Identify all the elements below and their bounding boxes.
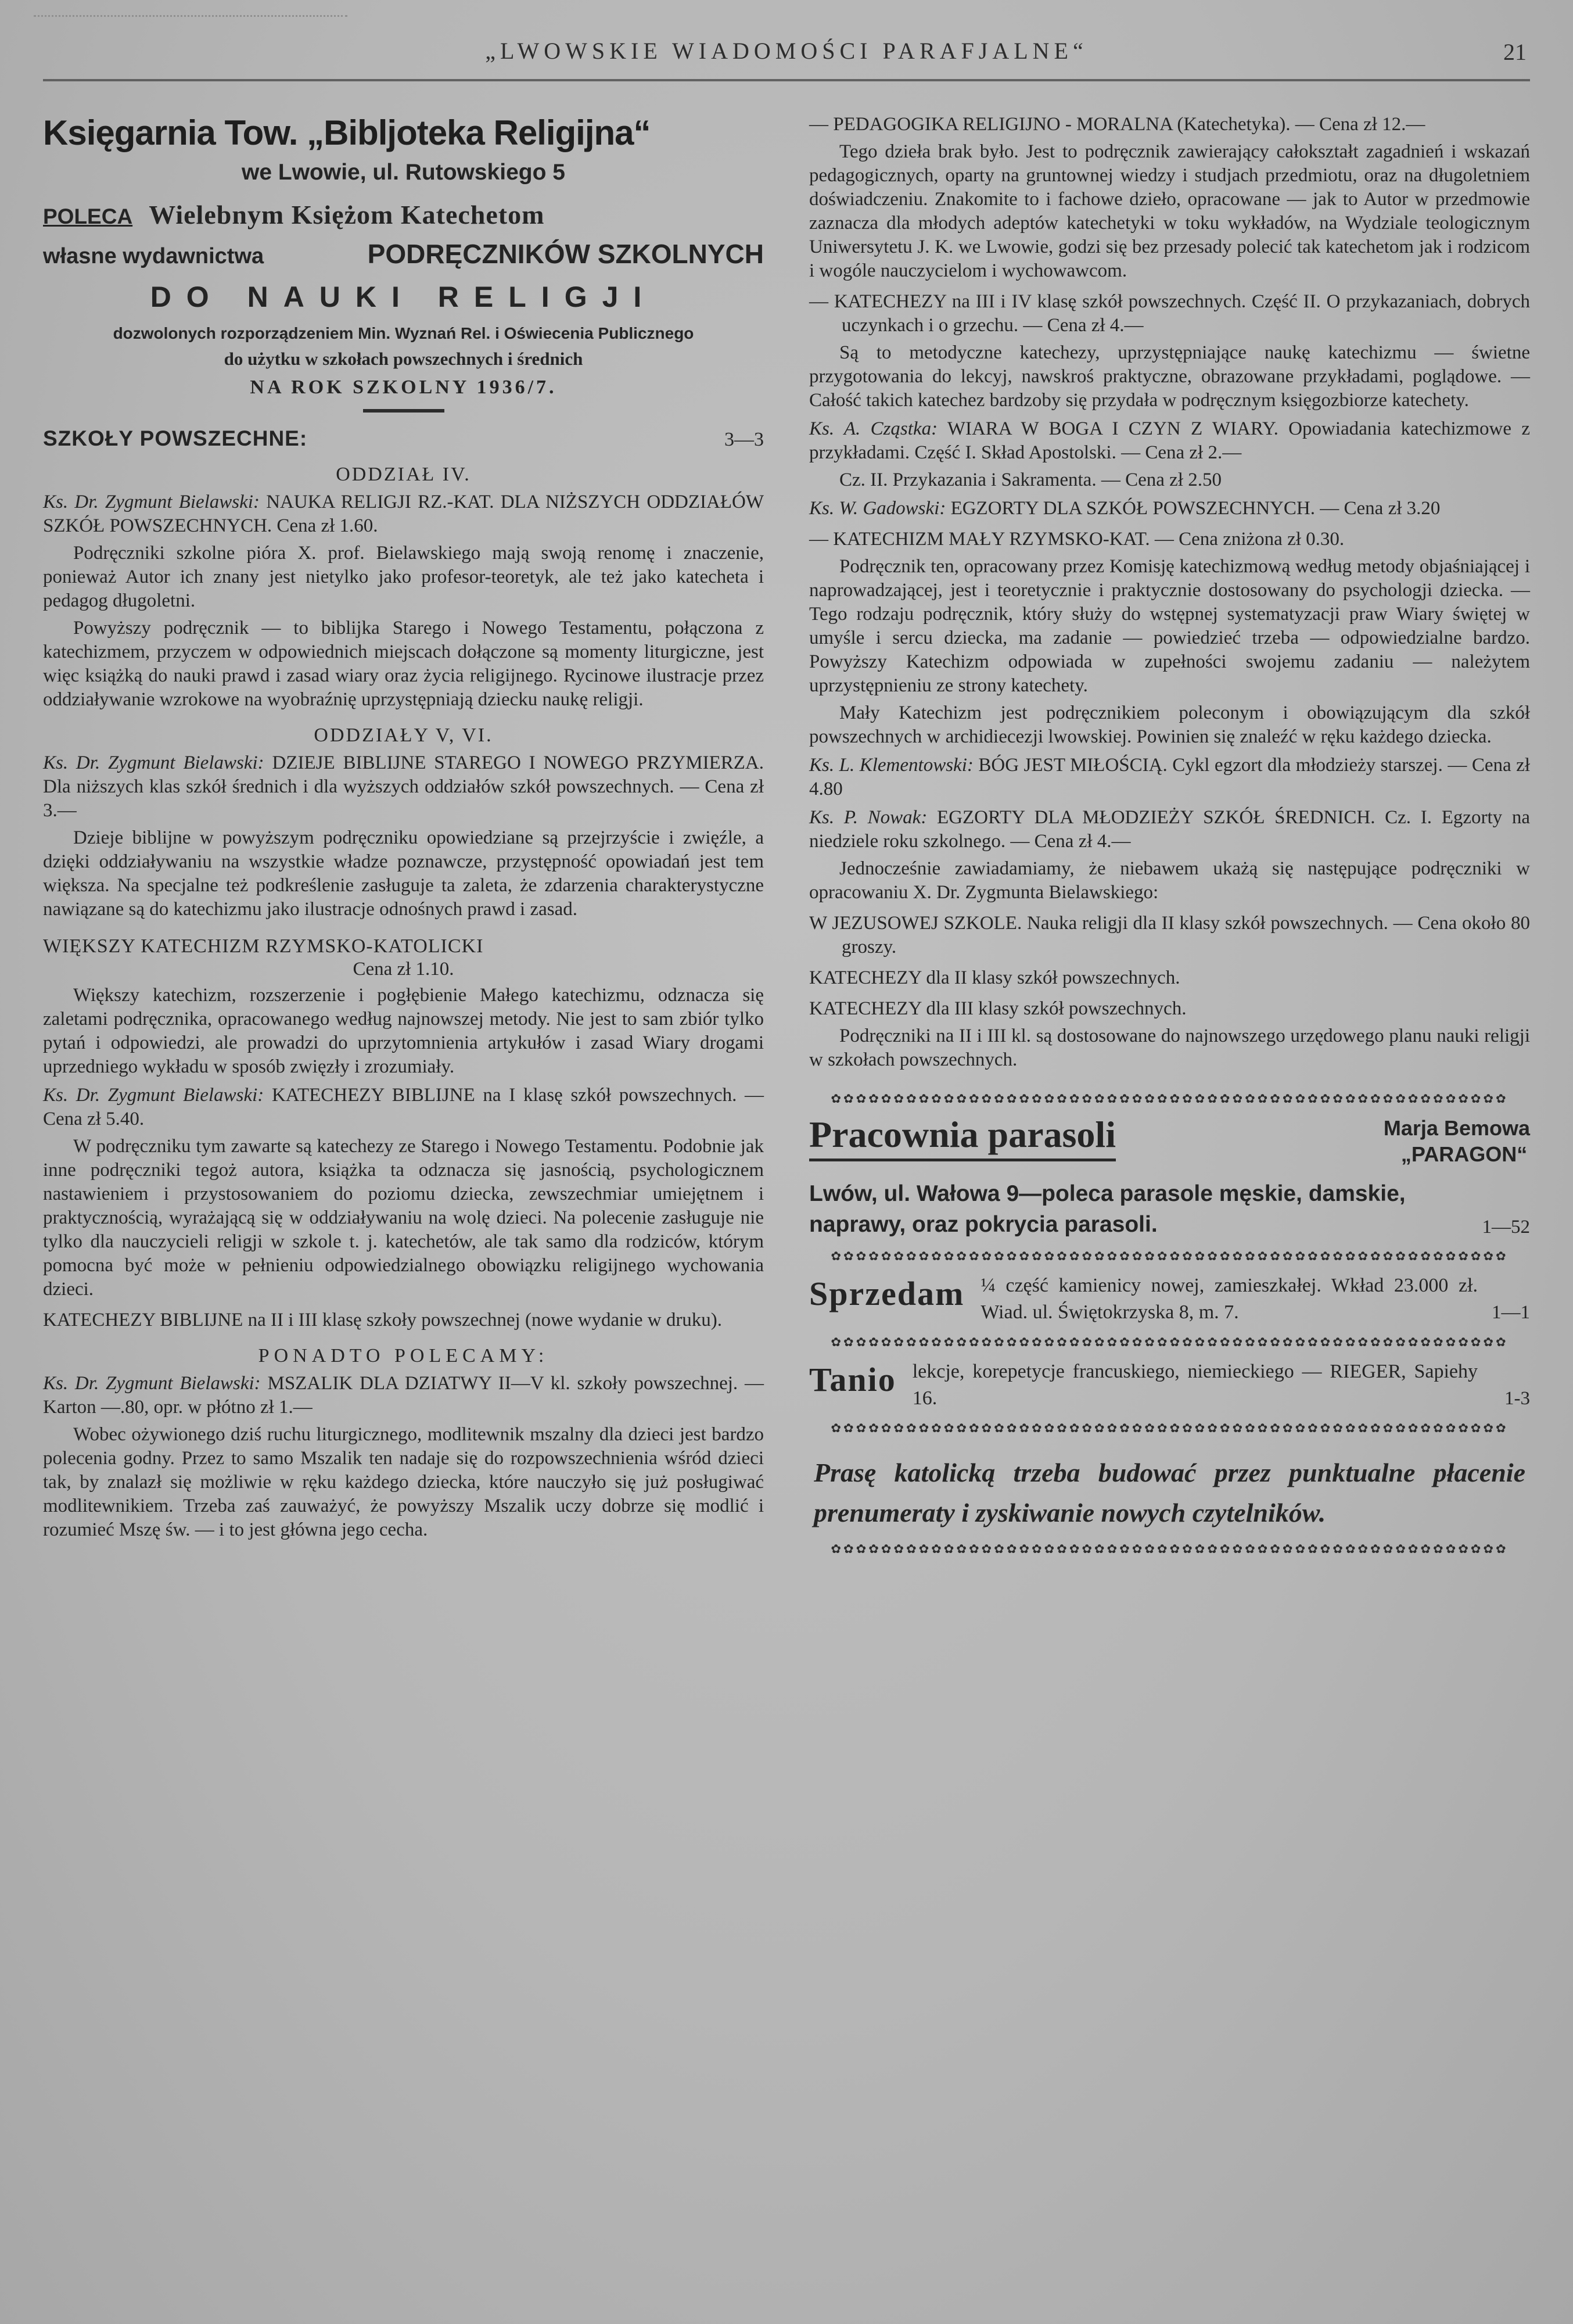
author-name: Ks. W. Gadowski: <box>809 498 946 519</box>
book-title: MSZALIK DLA DZIATWY II—V kl. szkoły powszechnej. — Karton —.80, opr. w płótno zł 1.— <box>43 1373 764 1418</box>
review-paragraph: Podręcznik ten, opracowany przez Komisję katechizmową według metody objaśniającej i naprowadzającej, jest i teoretycznie i praktycznie dostosowany do psychologji dziecka. — Tego rodzaju podręcznik, który służy do wstępnej systematyzacji praw Wiary świętej w umyśle i sercu dziecka, ma zadanie — powiedzieć trzeba — odpowiedzialne bardzo. Powyższy Katechizm odpowiada w zupełności swojemu zadaniu — należytem uprzystępnieniu ze strony katechety. <box>809 556 1530 696</box>
book-title: WIARA W BOGA I CZYN Z WIARY. Opowiadania katechizmowe z przykładami. Część I. Skład Apostolski. — Cena zł 2.— <box>809 418 1530 463</box>
shop-brand: „PARAGON“ <box>1400 1142 1528 1166</box>
katechizm-heading: WIĘKSZY KATECHIZM RZYMSKO-KATOLICKI <box>43 935 484 957</box>
oddzialy-v-vi-heading: ODDZIAŁY V, VI. <box>314 725 493 746</box>
classified-ads <box>809 1092 1530 1556</box>
ad-serial-number: 1—1 <box>1492 1302 1530 1324</box>
ornament-divider: ✿✿✿✿✿✿✿✿✿✿✿✿✿✿✿✿✿✿✿✿✿✿✿✿✿✿✿✿✿✿✿✿✿✿✿✿✿✿✿✿✿✿✿✿✿✿✿✿✿✿✿✿✿✿ <box>831 1542 1509 1556</box>
ornament-divider: ✿✿✿✿✿✿✿✿✿✿✿✿✿✿✿✿✿✿✿✿✿✿✿✿✿✿✿✿✿✿✿✿✿✿✿✿✿✿✿✿✿✿✿✿✿✿✿✿✿✿✿✿✿✿ <box>831 1092 1509 1106</box>
review-paragraph: Są to metodyczne katechezy, uprzystępniające naukę katechizmu — świetne przygotowania do lekcyj, nawskroś praktyczne, obrazowane przykładami, poglądowe. — Całość takich katechez bardzoby się przydała w podręcznym księgozbiorze katechety. <box>809 342 1530 411</box>
right-column <box>809 113 1530 1565</box>
author-name: Ks. L. Klementowski: <box>809 755 974 776</box>
left-column <box>43 113 764 1565</box>
umbrella-ad-owner <box>1384 1115 1530 1167</box>
publications-small: własne wydawnictwa <box>43 244 264 268</box>
ornament-divider: ✿✿✿✿✿✿✿✿✿✿✿✿✿✿✿✿✿✿✿✿✿✿✿✿✿✿✿✿✿✿✿✿✿✿✿✿✿✿✿✿✿✿✿✿✿✿✿✿✿✿✿✿✿✿ <box>831 1335 1509 1350</box>
upcoming-title: KATECHEZY dla III klasy szkół powszechnych. <box>809 998 1187 1019</box>
upcoming-title: KATECHEZY dla II klasy szkół powszechnych. <box>809 967 1180 988</box>
owner-name: Marja Bemowa <box>1383 1116 1530 1140</box>
masthead-divider <box>363 409 444 413</box>
lessons-ad-text: lekcje, korepetycje francuskiego, niemieckiego — RIEGER, Sapiehy 16. <box>912 1361 1478 1410</box>
book-title: EGZORTY DLA MŁODZIEŻY SZKÓŁ ŚREDNICH. Cz. I. Egzorty na niedziele roku szkolnego. — Cena zł 4.— <box>809 807 1531 852</box>
press-motto: Prasę katolicką trzeba budować przez punktualne płacenie prenumeraty i zyskiwanie nowych czytelników. <box>814 1458 1525 1528</box>
author-name: Ks. Dr. Zygmunt Bielawski: <box>43 752 264 773</box>
oddzial-iv-heading: ODDZIAŁ IV. <box>336 464 471 485</box>
review-paragraph: Mały Katechizm jest podręcznikiem poleconym i obowiązującym dla szkół powszechnych w archidiecezji lwowskiej. Powinien się znaleźć w ręku każdego dziecka. <box>809 702 1530 747</box>
book-entry <box>809 754 1530 801</box>
two-column-layout <box>43 113 1530 1565</box>
review-paragraph: Wobec ożywionego dziś ruchu liturgicznego, modlitewnik mszalny dla dzieci jest bardzo polecenia godny. Przez to samo Mszalik ten nadaje się do rozpowszechnienia wśród dzieci tak, by znalazł się możliwie w ręku każdego dziecka, które nauczyło się już posługiwać modlitewnikiem. Trzeba zaś zauważyć, że powyższy Mszalik uczy dobrze się modlić i rozumieć Mszę św. — i to jest główna jego cecha. <box>43 1424 764 1540</box>
szkoly-powszechne-number: 3—3 <box>724 429 764 450</box>
sale-ad-lead: Sprzedam <box>809 1275 965 1313</box>
publications-big: PODRĘCZNIKÓW SZKOLNYCH <box>367 239 764 269</box>
announcement-paragraph: Podręczniki na II i III kl. są dostosowane do najnowszego urzędowego planu nauki religji w szkołach powszechnych. <box>809 1025 1530 1070</box>
book-entry: — PEDAGOGIKA RELIGIJNO - MORALNA (Katechetyka). — Cena zł 12.— <box>809 114 1425 135</box>
author-name: Ks. Dr. Zygmunt Bielawski: <box>43 1085 264 1106</box>
umbrella-ad-body <box>809 1179 1530 1240</box>
book-title: NAUKA RELIGJI RZ.-KAT. DLA NIŻSZYCH ODDZIAŁÓW SZKÓŁ POWSZECHNYCH. Cena zł 1.60. <box>43 492 764 536</box>
author-name: Ks. A. Cząstka: <box>809 418 938 439</box>
review-paragraph: Większy katechizm, rozszerzenie i pogłębienie Małego katechizmu, odznacza się zaletami podręcznika, opracowanego według najnowszej metody. Nie jest to sam zbiór tylko pytań i odpowiedzi, ale prowadzi do uprzytomnienia artykułów i zasad Wiary drogami uprzedniego wykładu w sposób zwięzły i zrozumiały. <box>43 985 764 1077</box>
bookshop-name: Księgarnia Tow. „Bibljoteka Religijna“ <box>43 113 651 152</box>
lessons-ad-lead: Tanio <box>809 1361 896 1399</box>
ad-serial-number: 1-3 <box>1504 1388 1530 1410</box>
author-name: Ks. Dr. Zygmunt Bielawski: <box>43 1373 261 1394</box>
review-paragraph: W podręczniku tym zawarte są katechezy ze Starego i Nowego Testamentu. Podobnie jak inne podręczniki tegoż autora, książka ta odznacza się jasnością, psychologicznem nastawieniem i przystosowaniem do poziomu dziecka, zewszechmiar umiejętnem i praktycznością, wyrażającą się w oddziaływaniu na wolę dzieci. Na polecenie zasługuje nie tylko dla nauczycieli religji w szkole t. j. katechetów, ale tak samo dla rodziców, którym pomocna być może w pełnieniu odpowiedzialnego obowiązku religijnego wychowania dzieci. <box>43 1136 764 1300</box>
book-entry <box>809 417 1530 465</box>
ornament-divider: ✿✿✿✿✿✿✿✿✿✿✿✿✿✿✿✿✿✿✿✿✿✿✿✿✿✿✿✿✿✿✿✿✿✿✿✿✿✿✿✿✿✿✿✿✿✿✿✿✿✿✿✿✿✿ <box>831 1421 1509 1436</box>
announcement-paragraph: Jednocześnie zawiadamiamy, że niebawem ukażą się następujące podręczniki w opracowaniu X. Dr. Zygmunta Bielawskiego: <box>809 858 1530 903</box>
book-entry <box>43 490 764 538</box>
bookshop-address: we Lwowie, ul. Rutowskiego 5 <box>242 160 565 185</box>
book-entry <box>43 1372 764 1419</box>
ponadto-heading: PONADTO POLECAMY: <box>258 1345 549 1367</box>
book-entry: — KATECHEZY na III i IV klasę szkół powszechnych. Część II. O przykazaniach, dobrych uczynkach i o grzechu. — Cena zł 4.— <box>809 291 1530 336</box>
book-title: DZIEJE BIBLIJNE STAREGO I NOWEGO PRZYMIERZA. Dla niższych klas szkół średnich i dla wyższych oddziałów szkół powszechnych. — Cena zł 3.— <box>43 752 764 821</box>
szkoly-powszechne-label: SZKOŁY POWSZECHNE: <box>43 426 308 450</box>
szkoly-powszechne-row <box>43 426 764 451</box>
umbrella-ad-title: Pracownia parasoli <box>809 1115 1116 1161</box>
scan-artifact-line <box>34 15 347 17</box>
katechizm-price: Cena zł 1.10. <box>353 959 454 980</box>
permit-line: dozwolonych rozporządzeniem Min. Wyznań Rel. i Oświecenia Publicznego <box>113 324 694 342</box>
book-entry <box>43 1084 764 1131</box>
usage-line: do użytku w szkołach powszechnych i średnich <box>224 349 583 369</box>
review-paragraph: Powyższy podręcznik — to biblijka Starego i Nowego Testamentu, połączona z katechizmem, przyczem w odpowiednich miejscach dołączone są momenty liturgiczne, jest więc książką do nauki prawd i zasad wiary oraz życia religijnego. Rycinowe ilustracje przez oddziaływanie wzrokowe na wyobraźnię uprzystępniają dziecku naukę religji. <box>43 618 764 710</box>
poleca-row <box>43 199 764 230</box>
poleca-word: POLECA <box>43 205 133 228</box>
review-paragraph: Dzieje biblijne w powyższym podręczniku opowiedziane są przejrzyście i zwięźle, a dzięki oddziaływaniu na wszystkie władze poznawcze, przystępność opowiadań jest tem większa. Na specjalne też podkreślenie zasługuje ta zaleta, że zdarzenia charakterystyczne nawiązane są do katechizmu jako ilustracje odnośnych prawd i zasad. <box>43 827 764 920</box>
subject-headline: DO NAUKI RELIGJI <box>150 281 657 313</box>
author-name: Ks. P. Nowak: <box>809 807 928 828</box>
book-entry-continuation: Cz. II. Przykazania i Sakramenta. — Cena zł 2.50 <box>839 469 1222 490</box>
book-entry: — KATECHIZM MAŁY RZYMSKO-KAT. — Cena zniżona zł 0.30. <box>809 529 1345 550</box>
ad-serial-number: 1—52 <box>1482 1216 1530 1238</box>
poleca-audience: Wielebnym Księżom Katechetom <box>149 200 545 229</box>
book-title: KATECHEZY BIBLIJNE na I klasę szkół powszechnych. — Cena zł 5.40. <box>43 1085 764 1129</box>
publications-row <box>43 238 764 270</box>
page-number: 21 <box>1503 39 1527 65</box>
lessons-ad <box>809 1358 1530 1412</box>
page-title: „LWOWSKIE WIADOMOŚCI PARAFJALNE“ <box>485 38 1088 64</box>
book-title: EGZORTY DLA SZKÓŁ POWSZECHNYCH. — Cena zł 3.20 <box>946 498 1441 519</box>
book-entry <box>809 806 1530 853</box>
school-year-line: NA ROK SZKOLNY 1936/7. <box>250 376 557 398</box>
header-rule <box>43 79 1530 81</box>
sale-ad-text: ¼ część kamienicy nowej, zamieszkałej. Wkład 23.000 zł. Wiad. ul. Świętokrzyska 8, m. 7. <box>981 1275 1478 1324</box>
review-paragraph: Tego dzieła brak było. Jest to podręcznik zawierający całokształt zagadnień i wskazań pedagogicznych, oparty na gruntownej wiedzy i studjach przedmiotu, oraz na długoletniem doświadczeniu. Znakomite to i fachowe dzieło, opracowane — jak to Autor w przedmowie zaznacza dla młodych adeptów katechetyki w toku wykładów, na Wydziale teologicznym Uniwersytetu J. K. we Lwowie, godzi się bez przesady polecić tak katechetom jak i rodzicom i wogóle nauczycielom i wychowawcom. <box>809 141 1530 281</box>
book-entry <box>43 751 764 823</box>
book-entry: KATECHEZY BIBLIJNE na II i III klasę szkoły powszechnej (nowe wydanie w druku). <box>43 1310 723 1330</box>
umbrella-ad-text: Lwów, ul. Wałowa 9—poleca parasole męskie, damskie, naprawy, oraz pokrycia parasoli. <box>809 1181 1406 1237</box>
author-name: Ks. Dr. Zygmunt Bielawski: <box>43 492 260 512</box>
umbrella-ad-header <box>809 1115 1530 1167</box>
book-entry <box>809 497 1530 521</box>
umbrella-ad <box>809 1115 1530 1240</box>
ornament-divider: ✿✿✿✿✿✿✿✿✿✿✿✿✿✿✿✿✿✿✿✿✿✿✿✿✿✿✿✿✿✿✿✿✿✿✿✿✿✿✿✿✿✿✿✿✿✿✿✿✿✿✿✿✿✿ <box>831 1249 1509 1264</box>
sale-ad <box>809 1272 1530 1326</box>
upcoming-title: W JEZUSOWEJ SZKOLE. Nauka religji dla II klasy szkół powszechnych. — Cena około 80 groszy. <box>809 913 1530 957</box>
review-paragraph: Podręczniki szkolne pióra X. prof. Bielawskiego mają swoją renomę i znaczenie, ponieważ Autor ich znany jest nietylko jako profesor-teoretyk, ale też jako katecheta i pedagog długoletni. <box>43 543 764 611</box>
page-header <box>43 37 1530 70</box>
book-title: BÓG JEST MIŁOŚCIĄ. Cykl egzort dla młodzieży starszej. — Cena zł 4.80 <box>809 755 1530 799</box>
